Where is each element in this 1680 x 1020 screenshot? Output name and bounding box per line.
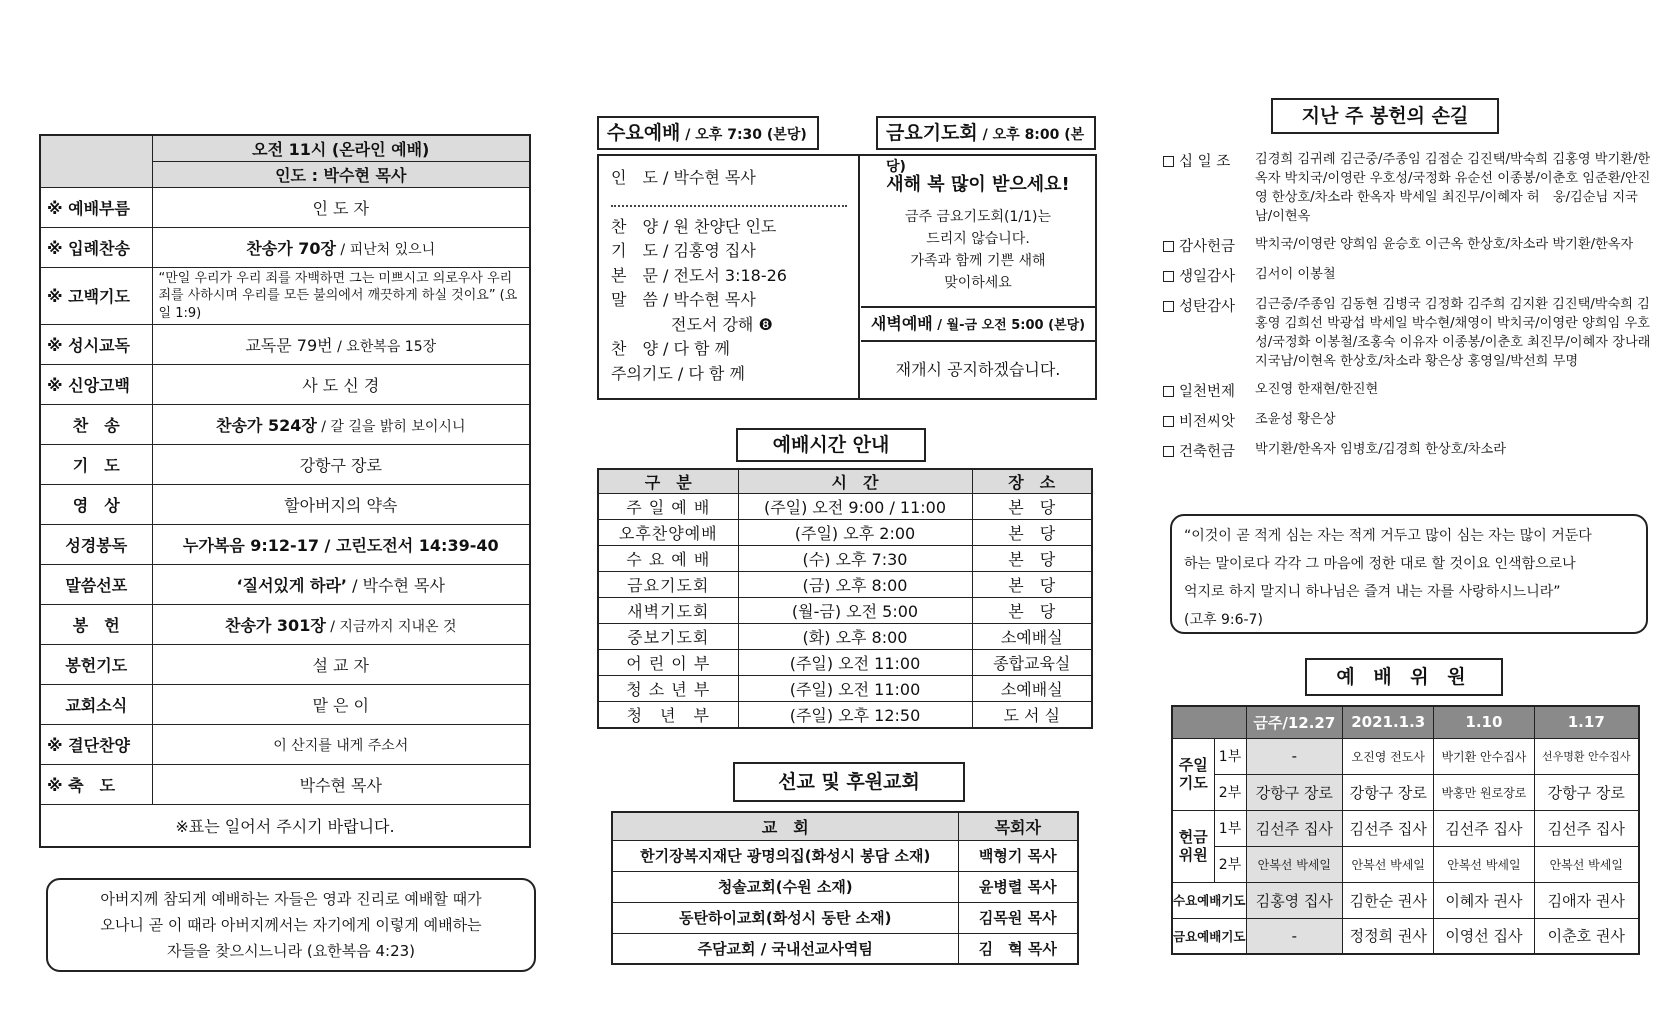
- program-line: 찬 양 / 원 찬양단 인도: [611, 216, 777, 236]
- order-row: [40, 365, 530, 405]
- order-row: [40, 565, 530, 605]
- service-name: 오후찬양예배: [598, 520, 738, 546]
- order-value: [152, 405, 530, 445]
- dotted-divider: [611, 193, 847, 207]
- order-of-worship-table: [39, 134, 531, 848]
- verse-line: (고후 9:6-7): [1184, 612, 1263, 628]
- order-label: 교회소식: [40, 685, 152, 725]
- reading-number: 교독문 79번: [245, 336, 333, 356]
- service-place: 본 당: [972, 572, 1092, 598]
- mission-row: [612, 871, 1078, 902]
- order-label: 봉헌기도: [40, 645, 152, 685]
- verse-line: 오나니 곧 이 때라 아버지께서는 자기에게 이렇게 예배하는: [100, 916, 482, 934]
- service-place: 본 당: [972, 494, 1092, 520]
- mission-row: [612, 840, 1078, 871]
- service-time: (화) 오후 8:00: [738, 624, 972, 650]
- offerings-list: [1163, 150, 1651, 470]
- service-name: 중보기도회: [598, 624, 738, 650]
- staff-cell: 이영선 집사: [1434, 918, 1534, 954]
- order-value: 할아버지의 약속: [152, 485, 530, 525]
- order-value: 이 산지를 내게 주소서: [152, 725, 530, 765]
- staff-group: 주일기도: [1172, 738, 1214, 810]
- checkbox-icon: [1163, 416, 1174, 427]
- verse-line: “이것이 곧 적게 심는 자는 적게 거두고 많이 심는 자는 많이 거둔다: [1184, 528, 1592, 544]
- service-name: 주 일 예 배: [598, 494, 738, 520]
- verse-line: 억지로 하지 말지니 하나님은 즐겨 내는 자를 사랑하시느니라”: [1184, 584, 1561, 600]
- offering-names: 김경희 김귀례 김근중/주종임 김점순 김진택/박숙희 김홍영 박기환/한옥자 박치국/이영란 우호성/국정화 유순선 이종봉/이춘호 임준환/안진영 한상호/차소라 한옥자 박세일 최진무/이혜자 허 웅/김순님 지국남/이현옥: [1255, 152, 1651, 224]
- service-place: 소예배실: [972, 624, 1092, 650]
- order-row: [40, 267, 530, 325]
- staff-cell: -: [1246, 738, 1343, 774]
- order-label: ※ 성시교독: [40, 325, 152, 365]
- order-label: ※ 결단찬양: [40, 725, 152, 765]
- service-times-table: [597, 468, 1093, 729]
- pastor-name: 윤병렬 목사: [958, 871, 1078, 902]
- service-time-header: 오전 11시 (온라인 예배): [152, 135, 530, 161]
- times-row: [598, 650, 1092, 676]
- worship-staff-table: [1171, 705, 1640, 955]
- order-value: [152, 565, 530, 605]
- sermon-title: ‘질서있게 하라’: [236, 576, 348, 596]
- notice-line: 금주 금요기도회(1/1)는: [904, 209, 1052, 225]
- preacher: / 박수현 목사: [347, 576, 445, 596]
- service-place: 본 당: [972, 546, 1092, 572]
- mission-header-row: [612, 812, 1078, 840]
- order-label: 기 도: [40, 445, 152, 485]
- staff-part: 2부: [1214, 774, 1246, 810]
- staff-cell: 김선주 집사: [1534, 810, 1639, 846]
- times-header: 구 분: [598, 469, 738, 494]
- verse-line: 자들을 찾으시느니라 (요한복음 4:23): [166, 942, 416, 960]
- offering-row: [1163, 380, 1651, 401]
- mission-table: [611, 811, 1079, 965]
- staff-cell: 안복선 박세일: [1534, 846, 1639, 882]
- offering-row: [1163, 295, 1651, 371]
- pastor-name: 김 혁 목사: [958, 933, 1078, 964]
- offering-type: [1163, 410, 1255, 431]
- offering-verse-box: [1170, 514, 1648, 634]
- order-row: [40, 325, 530, 365]
- friday-notice: [861, 156, 1095, 306]
- service-place: 본 당: [972, 598, 1092, 624]
- service-time: (주일) 오후 2:00: [738, 520, 972, 546]
- standing-note-row: [40, 805, 530, 847]
- offering-names: 김서이 이봉철: [1255, 267, 1336, 282]
- service-name: 청 소 년 부: [598, 676, 738, 702]
- order-row: [40, 525, 530, 565]
- staff-group: 금요예배기도: [1172, 918, 1246, 954]
- offering-label: 일천번제: [1179, 384, 1236, 400]
- offerings-title: 지난 주 봉헌의 손길: [1271, 98, 1499, 134]
- church-name: 주담교회 / 국내선교사역팀: [612, 933, 958, 964]
- worship-verse-box: [46, 878, 536, 972]
- staff-row: [1172, 774, 1639, 810]
- offering-label: 감사헌금: [1179, 239, 1236, 255]
- staff-cell: 선우명환 안수집사: [1534, 738, 1639, 774]
- offering-type: [1163, 235, 1255, 256]
- checkbox-icon: [1163, 241, 1174, 252]
- offering-names: 오진영 한재현/한진현: [1255, 382, 1379, 397]
- staff-cell: 김애자 권사: [1534, 882, 1639, 918]
- order-value: [152, 605, 530, 645]
- standing-note: ※표는 일어서 주시기 바랍니다.: [40, 805, 530, 847]
- staff-cell: 김한순 권사: [1343, 882, 1434, 918]
- order-row: [40, 405, 530, 445]
- program-line: 찬 양 / 다 함 께: [611, 339, 731, 358]
- service-time: (주일) 오후 12:50: [738, 702, 972, 728]
- new-year-greeting: 새해 복 많이 받으세요!: [886, 174, 1070, 195]
- mission-title: 선교 및 후원교회: [733, 762, 965, 802]
- order-label: ※ 입례찬송: [40, 227, 152, 267]
- order-value: 설 교 자: [152, 645, 530, 685]
- order-label: 봉 헌: [40, 605, 152, 645]
- order-row: [40, 645, 530, 685]
- service-time: (수) 오후 7:30: [738, 546, 972, 572]
- pastor-name: 백형기 목사: [958, 840, 1078, 871]
- staff-cell: 정정희 권사: [1343, 918, 1434, 954]
- times-header-row: [598, 469, 1092, 494]
- order-value: 맡 은 이: [152, 685, 530, 725]
- checkbox-icon: [1163, 271, 1174, 282]
- staff-cell: 박기환 안수집사: [1434, 738, 1534, 774]
- staff-cell: 이혜자 권사: [1434, 882, 1534, 918]
- dawn-title: 새벽예배: [870, 314, 933, 333]
- staff-cell: 박홍만 원로장로: [1434, 774, 1534, 810]
- dawn-message: 재개시 공지하겠습니다.: [895, 360, 1061, 379]
- wednesday-program: [611, 166, 851, 386]
- staff-cell: 김홍영 집사: [1246, 882, 1343, 918]
- times-row: [598, 520, 1092, 546]
- service-name: 금요기도회: [598, 572, 738, 598]
- service-time: (주일) 오전 11:00: [738, 650, 972, 676]
- order-row: [40, 725, 530, 765]
- staff-group: 헌금위원: [1172, 810, 1214, 882]
- offering-row: [1163, 410, 1651, 431]
- staff-part: 1부: [1214, 738, 1246, 774]
- friday-time: / 오후 8:00 (본당): [886, 127, 1085, 175]
- service-place: 도 서 실: [972, 702, 1092, 728]
- offering-names: 조윤성 황은상: [1255, 412, 1336, 427]
- mission-header: 교 회: [612, 812, 958, 840]
- times-row: [598, 676, 1092, 702]
- offering-type: [1163, 265, 1255, 286]
- order-row: [40, 187, 530, 227]
- program-line: 본 문 / 전도서 3:18-26: [611, 265, 787, 285]
- verse-line: 아버지께 참되게 예배하는 자들은 영과 진리로 예배할 때가: [100, 890, 482, 908]
- service-time: (월-금) 오전 5:00: [738, 598, 972, 624]
- dawn-service-title: [861, 306, 1095, 342]
- church-name: 한기장복지재단 광명의집(화성시 봉담 소재): [612, 840, 958, 871]
- offering-type: [1163, 380, 1255, 401]
- church-name: 동탄하이교회(화성시 동탄 소재): [612, 902, 958, 933]
- order-row: [40, 485, 530, 525]
- service-name: 청 년 부: [598, 702, 738, 728]
- friday-prayer-title: [876, 116, 1096, 175]
- service-name: 수 요 예 배: [598, 546, 738, 572]
- notice-line: 드리지 않습니다.: [926, 231, 1030, 247]
- mission-row: [612, 902, 1078, 933]
- program-line: 기 도 / 김홍영 집사: [611, 241, 756, 260]
- verse-line: 하는 말이로다 각각 그 마음에 정한 대로 할 것이요 인색함으로나: [1184, 556, 1576, 572]
- staff-cell: 김선주 집사: [1343, 810, 1434, 846]
- order-row: [40, 445, 530, 485]
- midweek-panel: [597, 154, 1097, 400]
- times-row: [598, 702, 1092, 728]
- staff-cell: 김선주 집사: [1434, 810, 1534, 846]
- confession-text: “만일 우리가 우리 죄를 자백하면 그는 미쁘시고 의로우사 우리 죄를 사하시며 우리를 모든 불의에서 깨끗하게 하실 것이요” (요일 1:9): [152, 267, 530, 325]
- offering-label: 성탄감사: [1179, 299, 1236, 315]
- program-line: 인 도 / 박수현 목사: [611, 168, 756, 187]
- reading-title: / 요한복음 15장: [332, 339, 437, 356]
- order-value: 인 도 자: [152, 187, 530, 227]
- staff-cell: 안복선 박세일: [1434, 846, 1534, 882]
- offering-row: [1163, 235, 1651, 256]
- staff-cell: 강항구 장로: [1246, 774, 1343, 810]
- service-times-title: 예배시간 안내: [736, 428, 926, 462]
- order-label: ※ 축 도: [40, 765, 152, 805]
- order-label: 찬 송: [40, 405, 152, 445]
- times-header: 시 간: [738, 469, 972, 494]
- order-value: 강항구 장로: [152, 445, 530, 485]
- checkbox-icon: [1163, 386, 1174, 397]
- offering-label: 건축헌금: [1179, 444, 1236, 460]
- service-time: (주일) 오전 11:00: [738, 676, 972, 702]
- order-row: [40, 765, 530, 805]
- wednesday-service-title: [597, 116, 819, 150]
- staff-row: [1172, 918, 1639, 954]
- order-label: ※ 고백기도: [40, 267, 152, 325]
- times-row: [598, 494, 1092, 520]
- order-value: 사 도 신 경: [152, 365, 530, 405]
- staff-group: 수요예배기도: [1172, 882, 1246, 918]
- order-label: ※ 예배부름: [40, 187, 152, 227]
- leader-header: 인도 : 박수현 목사: [152, 161, 530, 187]
- service-name: 어 린 이 부: [598, 650, 738, 676]
- order-label: 성경봉독: [40, 525, 152, 565]
- order-row: [40, 605, 530, 645]
- staff-cell: 이춘호 권사: [1534, 918, 1639, 954]
- offering-type: [1163, 295, 1255, 371]
- staff-header-blank: [1172, 706, 1246, 738]
- offering-row: [1163, 440, 1651, 461]
- wednesday-title: 수요예배: [607, 122, 681, 144]
- notice-line: 가족과 함께 기쁜 새해: [910, 253, 1046, 269]
- offering-label: 십 일 조: [1179, 154, 1231, 170]
- friday-title: 금요기도회: [886, 122, 978, 144]
- notice-line: 맞이하세요: [944, 275, 1012, 291]
- vertical-divider: [858, 156, 860, 398]
- offering-row: [1163, 150, 1651, 226]
- program-line: 주의기도 / 다 함 께: [611, 363, 745, 383]
- program-line: 말 씀 / 박수현 목사: [611, 290, 756, 309]
- staff-header-row: [1172, 706, 1639, 738]
- staff-date: 1.17: [1534, 706, 1639, 738]
- offering-names: 박치국/이영란 양희임 윤승호 이근옥 한상호/차소라 박기환/한옥자: [1255, 237, 1634, 252]
- order-value: [152, 325, 530, 365]
- times-row: [598, 624, 1092, 650]
- staff-cell: -: [1246, 918, 1343, 954]
- checkbox-icon: [1163, 446, 1174, 457]
- times-row: [598, 546, 1092, 572]
- header-blank-cell: [40, 135, 152, 187]
- checkbox-icon: [1163, 301, 1174, 312]
- pastor-name: 김목원 목사: [958, 902, 1078, 933]
- mission-header: 목회자: [958, 812, 1078, 840]
- hymn-number: 찬송가 301장: [224, 616, 326, 636]
- staff-row: [1172, 810, 1639, 846]
- order-label: ※ 신앙고백: [40, 365, 152, 405]
- staff-cell: 강항구 장로: [1534, 774, 1639, 810]
- staff-date: 금주/12.27: [1246, 706, 1343, 738]
- order-label: 말씀선포: [40, 565, 152, 605]
- offering-label: 생일감사: [1179, 269, 1236, 285]
- offering-label: 비전씨앗: [1179, 414, 1236, 430]
- service-time: (주일) 오전 9:00 / 11:00: [738, 494, 972, 520]
- service-place: 소예배실: [972, 676, 1092, 702]
- offering-type: [1163, 440, 1255, 461]
- staff-row: [1172, 738, 1639, 774]
- hymn-title: / 피난처 있으니: [335, 241, 436, 258]
- checkbox-icon: [1163, 156, 1174, 167]
- service-place: 본 당: [972, 520, 1092, 546]
- order-header-row: [40, 135, 530, 161]
- staff-date: 2021.1.3: [1343, 706, 1434, 738]
- wednesday-time: / 오후 7:30 (본당): [680, 127, 807, 143]
- order-row: [40, 227, 530, 267]
- offering-type: [1163, 150, 1255, 226]
- service-place: 종합교육실: [972, 650, 1092, 676]
- hymn-number: 찬송가 70장: [246, 238, 336, 258]
- staff-row: [1172, 882, 1639, 918]
- staff-cell: 오진영 전도사: [1343, 738, 1434, 774]
- scripture-reading: 누가복음 9:12-17 / 고린도전서 14:39-40: [152, 525, 530, 565]
- staff-row: [1172, 846, 1639, 882]
- staff-cell: 안복선 박세일: [1343, 846, 1434, 882]
- staff-date: 1.10: [1434, 706, 1534, 738]
- service-name: 새벽기도회: [598, 598, 738, 624]
- staff-cell: 김선주 집사: [1246, 810, 1343, 846]
- worship-staff-title: 예 배 위 원: [1305, 658, 1503, 696]
- staff-part: 1부: [1214, 810, 1246, 846]
- dawn-time: / 월-금 오전 5:00 (본당): [932, 318, 1086, 333]
- hymn-title: / 지금까지 지내온 것: [325, 619, 457, 636]
- staff-cell: 안복선 박세일: [1246, 846, 1343, 882]
- order-label: 영 상: [40, 485, 152, 525]
- hymn-number: 찬송가 524장: [216, 416, 317, 436]
- hymn-title: / 갈 길을 밝히 보이시니: [316, 419, 466, 436]
- order-row: [40, 685, 530, 725]
- order-value: [152, 227, 530, 267]
- times-header: 장 소: [972, 469, 1092, 494]
- mission-row: [612, 933, 1078, 964]
- order-value: 박수현 목사: [152, 765, 530, 805]
- offering-names: 김근중/주종임 김동현 김병국 김정화 김주희 김지환 김진택/박숙희 김홍영 김희선 박광섭 박세일 박수현/채영이 박치국/이영란 양희임 우호성/국정화 이봉철/조홍숙 이유자 이종봉/이춘호 최진무/이혜자 장나래 지국남/이현옥 한상호/차소라 황은상 홍영일/박선희 무명: [1255, 297, 1651, 369]
- times-row: [598, 572, 1092, 598]
- staff-part: 2부: [1214, 846, 1246, 882]
- church-name: 청솔교회(수원 소재): [612, 871, 958, 902]
- offering-names: 박기환/한옥자 임병호/김경희 한상호/차소라: [1255, 442, 1507, 457]
- service-time: (금) 오후 8:00: [738, 572, 972, 598]
- program-line: 전도서 강해 ❽: [671, 314, 773, 334]
- offering-row: [1163, 265, 1651, 286]
- staff-cell: 강항구 장로: [1343, 774, 1434, 810]
- times-row: [598, 598, 1092, 624]
